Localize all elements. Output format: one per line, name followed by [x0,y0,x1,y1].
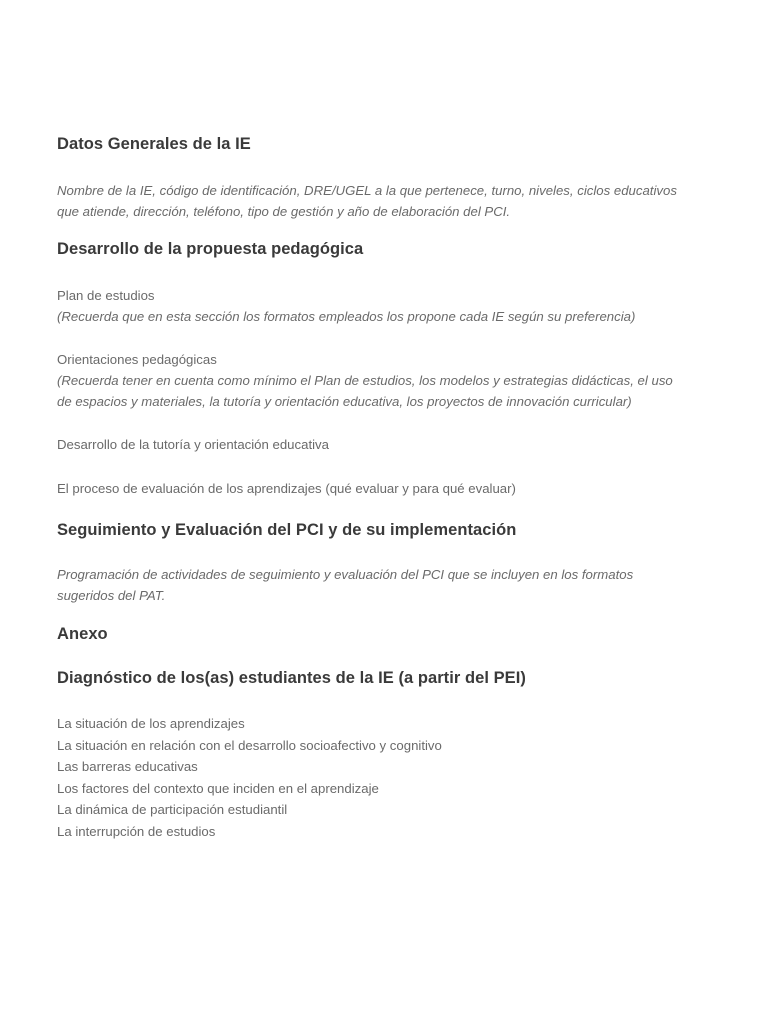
text-line: Programación de actividades de seguimiento y evaluación del PCI que se incluyen en los formatos [57,567,634,582]
heading-seguimiento: Seguimiento y Evaluación del PCI y de su implementación [57,521,517,539]
text-line: sugeridos del PAT. [57,588,166,603]
list-item: Las barreras educativas [57,759,198,775]
list-item: La interrupción de estudios [57,823,216,839]
diagnostico-list [57,713,442,843]
plan-de-estudios-title: Plan de estudios [57,288,155,303]
heading-anexo: Anexo [57,625,108,643]
list-item: La situación de los aprendizajes [57,716,245,731]
tutoria-text: Desarrollo de la tutoría y orientación educativa [57,437,329,452]
text-line: que atiende, dirección, teléfono, tipo de gestión y año de elaboración del PCI. [57,204,511,219]
text-line: Nombre de la IE, código de identificación, DRE/UGEL a la que pertenece, turno, niveles, ciclos educativos [57,183,677,198]
plan-de-estudios-block [57,285,635,327]
list-item: La dinámica de participación estudiantil [57,802,288,818]
heading-datos-generales: Datos Generales de la IE [57,135,251,153]
heading-desarrollo-propuesta: Desarrollo de la propuesta pedagógica [57,240,364,258]
plan-de-estudios-note: (Recuerda que en esta sección los formatos empleados los propone cada IE según su preferencia) [57,309,636,324]
seguimiento-description [57,564,633,606]
orientaciones-title: Orientaciones pedagógicas [57,352,217,367]
list-item: Los factores del contexto que inciden en el aprendizaje [57,780,379,796]
orientaciones-note-line: (Recuerda tener en cuenta como mínimo el Plan de estudios, los modelos y estrategias didácticas, el uso [57,373,673,388]
heading-diagnostico: Diagnóstico de los(as) estudiantes de la IE (a partir del PEI) [57,669,526,687]
evaluacion-text: El proceso de evaluación de los aprendizajes (qué evaluar y para qué evaluar) [57,481,516,496]
orientaciones-note-line: de espacios y materiales, la tutoría y orientación educativa, los proyectos de innovación curricular) [57,394,632,409]
orientaciones-block [57,349,673,412]
datos-generales-description [57,180,677,222]
list-item: La situación en relación con el desarrollo socioafectivo y cognitivo [57,737,442,753]
